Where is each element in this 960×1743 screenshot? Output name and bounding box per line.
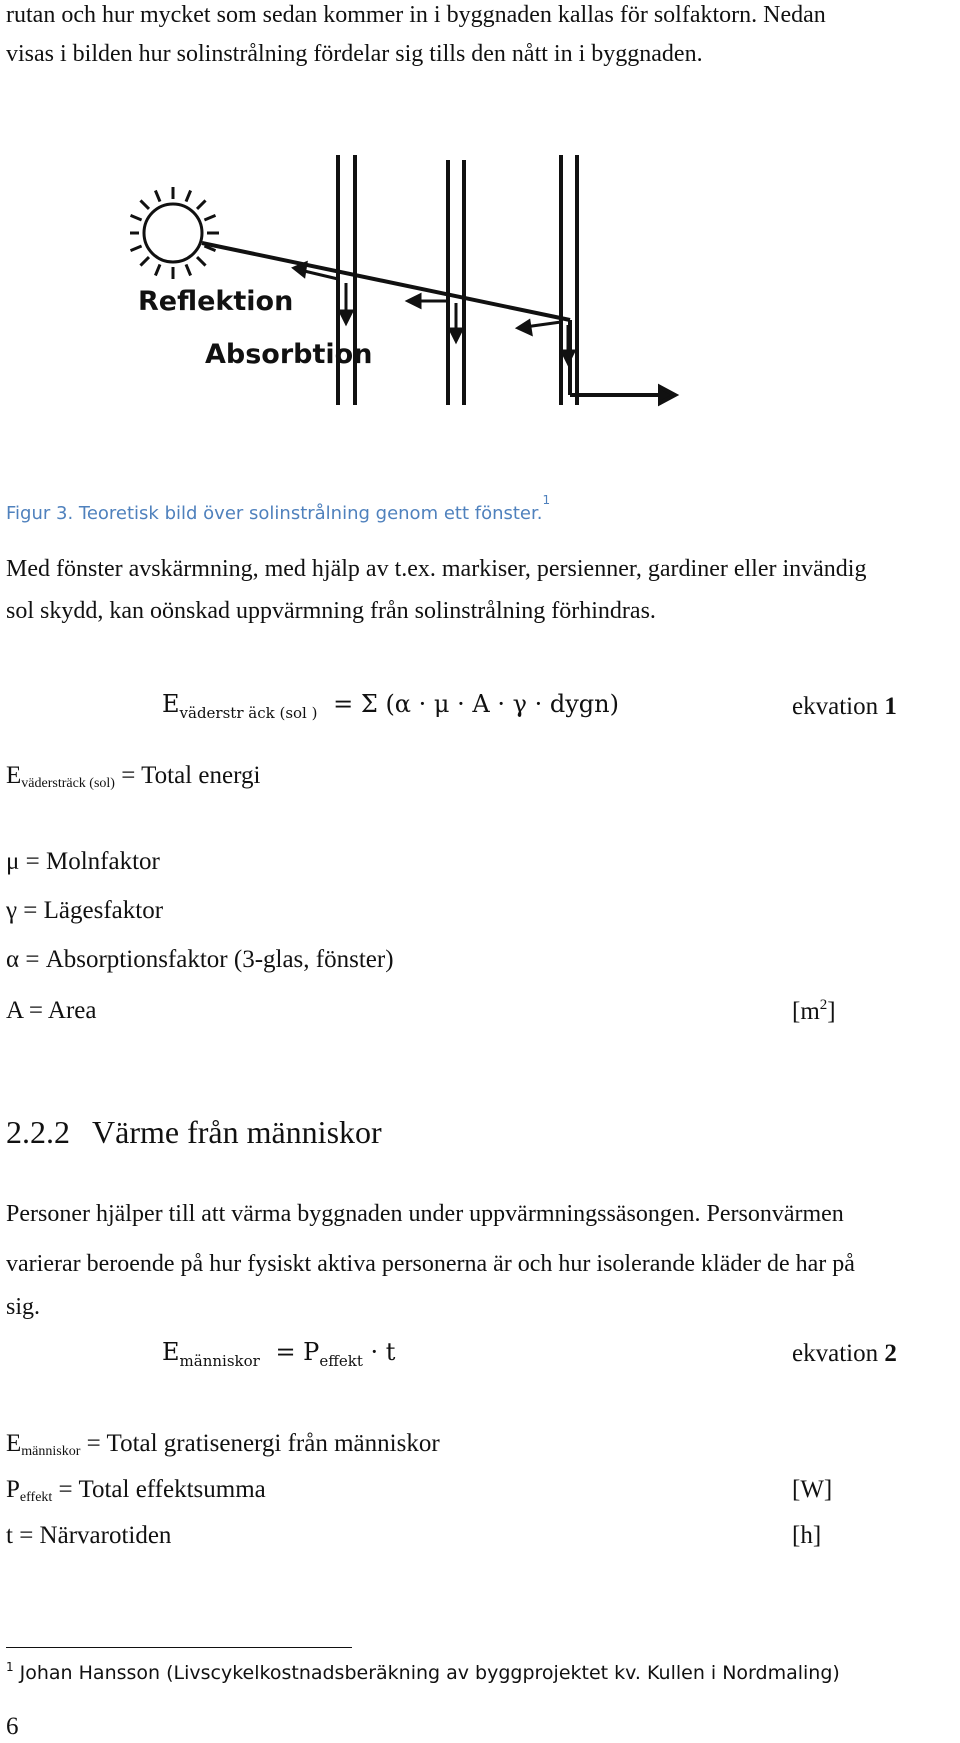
section-title: Värme från människor xyxy=(92,1114,382,1150)
figure-label-absorption: Absorbtion xyxy=(205,339,373,370)
equation-1-label: ekvation xyxy=(792,693,879,720)
equation-2-label: ekvation xyxy=(792,1340,879,1367)
definition-mu: μ = Molnfaktor xyxy=(6,848,160,875)
section-heading xyxy=(6,1114,382,1151)
definition-human-energy-symbol: E xyxy=(6,1430,22,1457)
sun-ray xyxy=(131,246,142,251)
definition-time-unit: [h] xyxy=(792,1522,822,1549)
sun-ray xyxy=(140,200,148,208)
solar-radiation-figure xyxy=(130,155,690,415)
definition-area: A = Area xyxy=(6,997,97,1024)
equation-2 xyxy=(162,1338,395,1370)
reflection-arrows xyxy=(294,263,561,334)
definition-time: t = Närvarotiden xyxy=(6,1522,172,1549)
definition-total-energy xyxy=(6,762,260,792)
equation-1-number xyxy=(792,693,897,721)
definition-power-text: = Total effektsumma xyxy=(52,1476,266,1503)
footnote-text: Johan Hansson (Livscykelkostnadsberäkning av byggprojektet kv. Kullen i Nordmaling) xyxy=(19,1662,840,1684)
paragraph-2-line-3: sig. xyxy=(6,1294,41,1320)
definition-area-unit xyxy=(792,997,836,1026)
definition-human-energy-text: = Total gratisenergi från människor xyxy=(80,1430,440,1457)
intro-line-1: rutan och hur mycket som sedan kommer in i byggnaden kallas för solfaktorn. Nedan xyxy=(6,2,826,28)
figure-caption-text: Figur 3. Teoretisk bild över solinstrålning genom ett fönster. xyxy=(6,503,543,524)
equation-1-lhs-subscript: väderstr äck (sol ) xyxy=(179,704,318,722)
footnote-marker: 1 xyxy=(6,1660,14,1674)
definition-total-energy-subscript: vädersträck (sol) xyxy=(21,776,115,791)
equation-2-tail: · t xyxy=(362,1338,396,1366)
sun-ray xyxy=(140,257,148,265)
equation-1 xyxy=(162,690,619,722)
sun-ray xyxy=(204,215,215,220)
footnote xyxy=(6,1660,840,1684)
figure-caption xyxy=(6,493,551,524)
equation-1-lhs-symbol: E xyxy=(162,690,180,718)
radiation-ray xyxy=(202,243,675,403)
sun-ray xyxy=(155,264,160,275)
equation-2-e-subscript: människor xyxy=(179,1352,260,1370)
definition-power xyxy=(6,1476,266,1506)
sun-ray xyxy=(186,264,191,275)
sun-ray xyxy=(186,191,191,202)
area-unit-close: ] xyxy=(827,998,836,1025)
equation-2-number xyxy=(792,1340,897,1368)
sun-ray xyxy=(131,215,142,220)
sun-ray xyxy=(197,257,205,265)
section-number: 2.2.2 xyxy=(6,1114,70,1150)
equation-2-middle: = P xyxy=(267,1338,320,1366)
footnote-divider xyxy=(6,1647,352,1648)
definition-power-symbol: P xyxy=(6,1476,20,1503)
area-unit-exponent: 2 xyxy=(819,997,828,1013)
definition-alpha: α = Absorptionsfaktor (3-glas, fönster) xyxy=(6,946,394,973)
definition-power-subscript: effekt xyxy=(19,1490,53,1505)
definition-power-unit: [W] xyxy=(792,1476,833,1503)
intro-line-2: visas i bilden hur solinstrålning fördelar sig tills den nått in i byggnaden. xyxy=(6,41,703,67)
definition-gamma: γ = Lägesfaktor xyxy=(6,897,164,924)
area-unit-base: [m xyxy=(792,998,820,1025)
sun-ray xyxy=(155,191,160,202)
equation-2-p-subscript: effekt xyxy=(319,1352,363,1370)
paragraph-2-line-1: Personer hjälper till att värma byggnaden under uppvärmningssäsongen. Personvärmen xyxy=(6,1201,844,1227)
sun-icon xyxy=(130,187,219,279)
figure-label-reflection: Reflektion xyxy=(138,286,294,317)
definition-human-energy-subscript: människor xyxy=(21,1444,81,1459)
paragraph-1-line-1: Med fönster avskärmning, med hjälp av t.ex. markiser, persienner, gardiner eller invändig xyxy=(6,556,867,582)
paragraph-1-line-2: sol skydd, kan oönskad uppvärmning från solinstrålning förhindras. xyxy=(6,598,656,624)
definition-human-energy xyxy=(6,1430,440,1460)
equation-2-index: 2 xyxy=(884,1340,897,1367)
page-number: 6 xyxy=(6,1713,19,1740)
figure-caption-footnote-ref: 1 xyxy=(542,493,551,507)
equation-1-index: 1 xyxy=(884,693,897,720)
equation-2-e-symbol: E xyxy=(162,1338,180,1366)
sun-ray xyxy=(197,200,205,208)
equation-1-rhs: = Σ (α · μ · A · γ · dygn) xyxy=(333,690,619,718)
definition-total-energy-symbol: E xyxy=(6,762,22,789)
definition-total-energy-text: = Total energi xyxy=(114,762,261,789)
paragraph-2-line-2: varierar beroende på hur fysiskt aktiva personerna är och hur isolerande kläder de har på xyxy=(6,1251,855,1277)
